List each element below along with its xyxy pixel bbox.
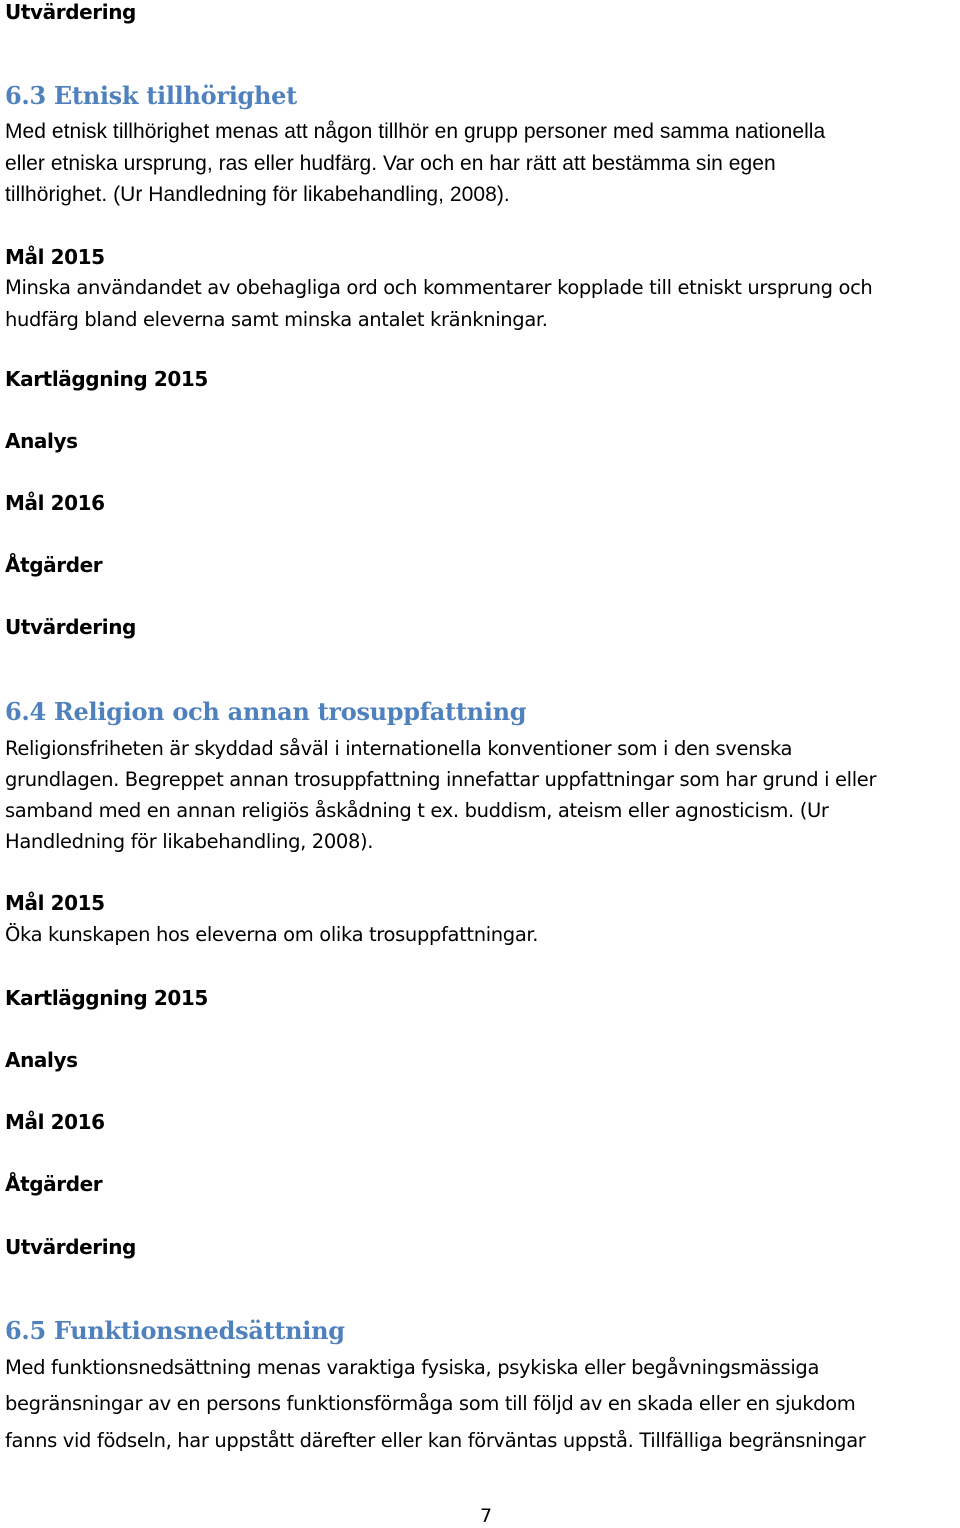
section-6-4-goal-2016-label: Mål 2016 — [5, 1110, 105, 1134]
section-6-3-actions-label: Åtgärder — [5, 553, 103, 577]
section-6-3-body-line-1: Med etnisk tillhörighet menas att någon tillhör en grupp personer med samma nationella — [5, 120, 826, 143]
section-6-5-body-line-3: fanns vid födseln, har uppstått därefter eller kan förväntas uppstå. Tillfälliga begränsningar — [5, 1429, 866, 1452]
section-6-4-goal-2015-label: Mål 2015 — [5, 891, 105, 915]
section-6-3-body-line-3: tillhörighet. (Ur Handledning för likabehandling, 2008). — [5, 183, 510, 206]
section-6-4-body-line-2: grundlagen. Begreppet annan trosuppfattning innefattar uppfattningar som har grund i eller — [5, 768, 877, 791]
section-6-3-body-line-2: eller etniska ursprung, ras eller hudfärg. Var och en har rätt att bestämma sin egen — [5, 152, 776, 175]
section-6-5-body-line-2: begränsningar av en persons funktionsförmåga som till följd av en skada eller en sjukdom — [5, 1392, 856, 1415]
section-6-4-body-line-4: Handledning för likabehandling, 2008). — [5, 830, 374, 853]
section-6-3-goal-line-1: Minska användandet av obehagliga ord och kommentarer kopplade till etniskt ursprung och — [5, 276, 873, 299]
top-evaluation-label: Utvärdering — [5, 0, 136, 24]
section-6-3-goal-2016-label: Mål 2016 — [5, 491, 105, 515]
section-heading-6-3: 6.3 Etnisk tillhörighet — [5, 81, 297, 110]
section-6-5-body-line-1: Med funktionsnedsättning menas varaktiga fysiska, psykiska eller begåvningsmässiga — [5, 1356, 820, 1379]
section-6-4-body-line-3: samband med en annan religiös åskådning t ex. buddism, ateism eller agnosticism. (Ur — [5, 799, 829, 822]
section-6-3-evaluation-label: Utvärdering — [5, 615, 136, 639]
section-6-3-analysis-label: Analys — [5, 429, 78, 453]
section-6-4-survey-label: Kartläggning 2015 — [5, 986, 208, 1010]
section-6-3-goal-2015-label: Mål 2015 — [5, 245, 105, 269]
section-6-4-goal-line-1: Öka kunskapen hos eleverna om olika trosuppfattningar. — [5, 923, 539, 946]
section-6-4-evaluation-label: Utvärdering — [5, 1235, 136, 1259]
page-number: 7 — [480, 1505, 493, 1527]
section-6-3-goal-line-2: hudfärg bland eleverna samt minska antalet kränkningar. — [5, 308, 548, 331]
section-6-3-survey-label: Kartläggning 2015 — [5, 367, 208, 391]
section-6-4-analysis-label: Analys — [5, 1048, 78, 1072]
section-heading-6-4: 6.4 Religion och annan trosuppfattning — [5, 697, 527, 726]
section-6-4-actions-label: Åtgärder — [5, 1172, 103, 1196]
section-heading-6-5: 6.5 Funktionsnedsättning — [5, 1316, 345, 1345]
section-6-4-body-line-1: Religionsfriheten är skyddad såväl i internationella konventioner som i den svenska — [5, 737, 793, 760]
